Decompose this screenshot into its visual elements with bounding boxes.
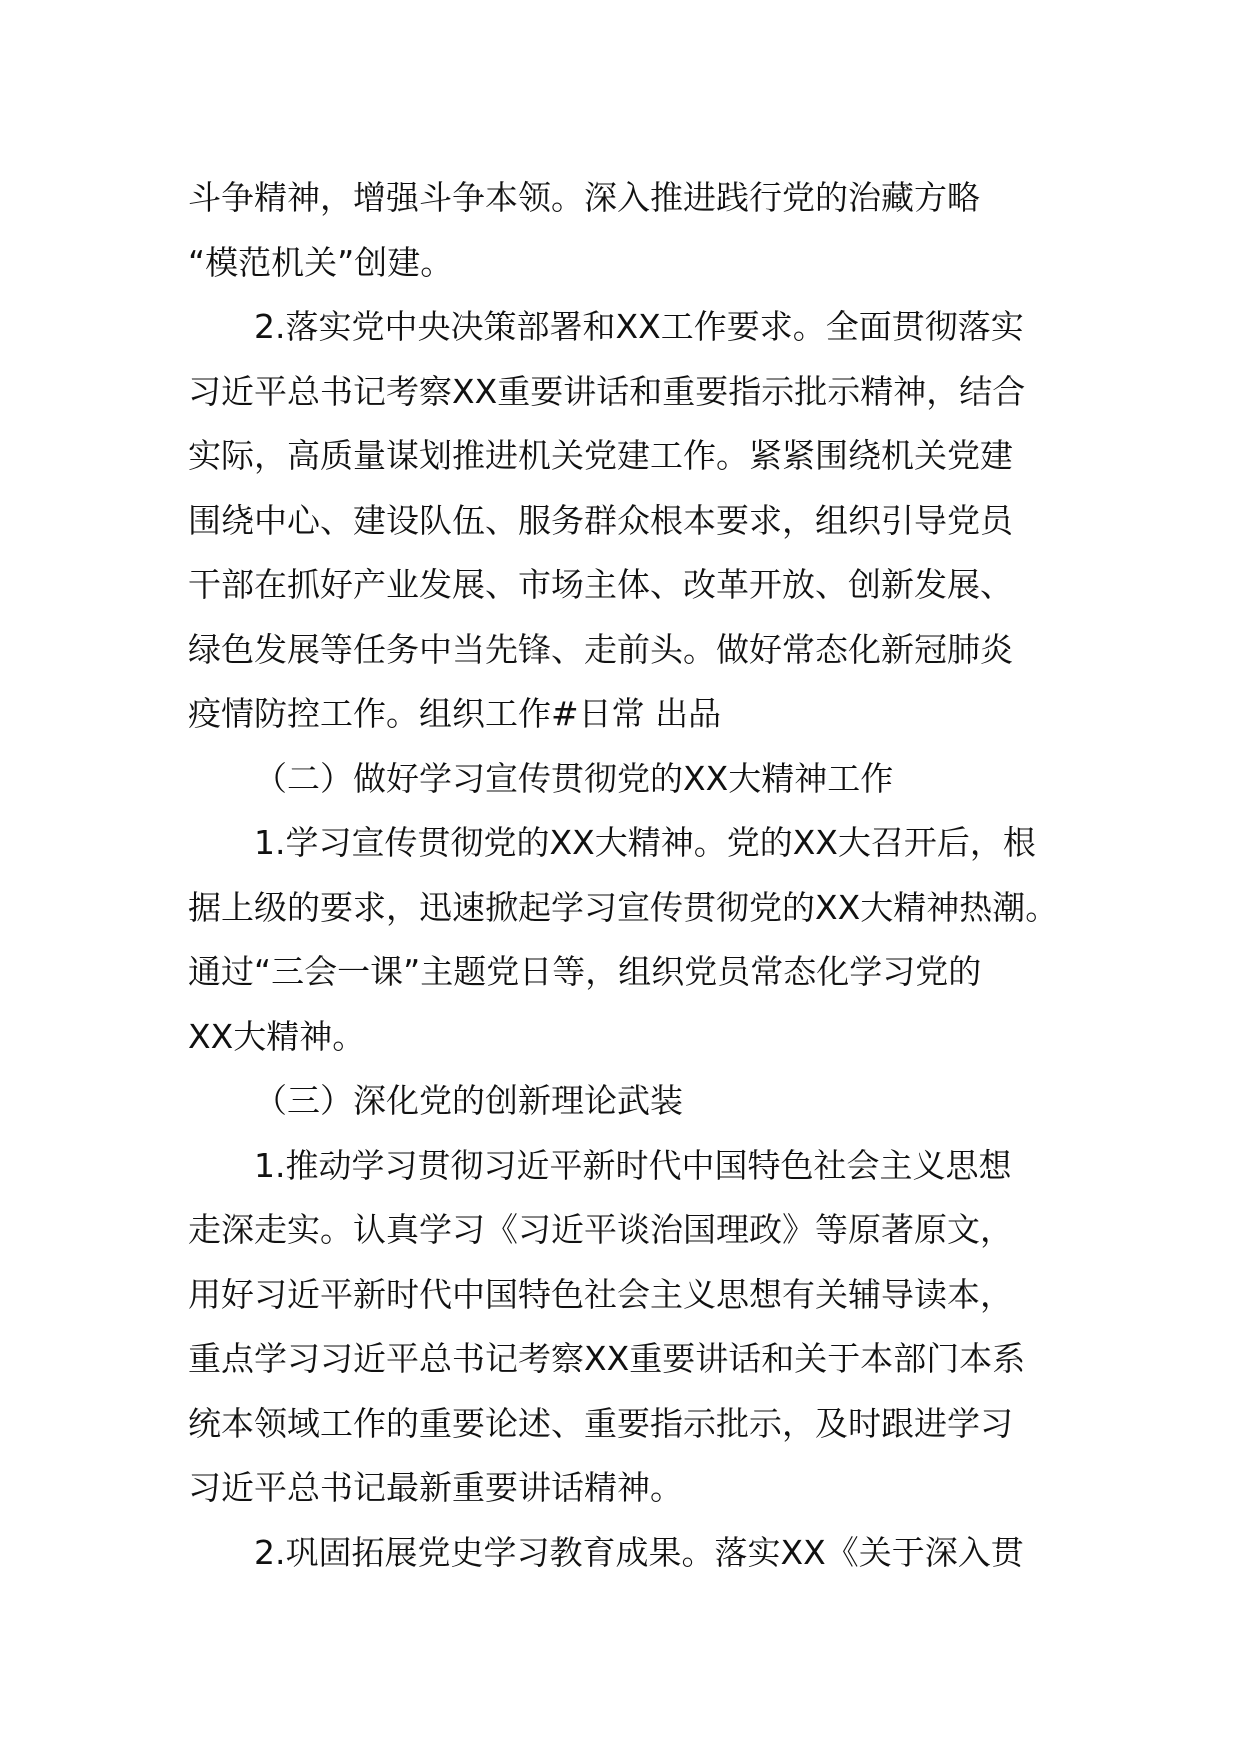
heading-line: （三）深化党的创新理论武装 (254, 1081, 683, 1120)
paragraph-party-history (188, 1521, 1058, 1586)
text-line: 2.巩固拓展党史学习教育成果。落实XX《关于深入贯 (254, 1532, 1024, 1572)
text-line: 围绕中心、建设队伍、服务群众根本要求，组织引导党员 (188, 500, 1013, 540)
text-line: 干部在抓好产业发展、市场主体、改革开放、创新发展、 (188, 565, 1013, 604)
text-line: 实际，高质量谋划推进机关党建工作。紧紧围绕机关党建 (188, 436, 1013, 475)
text-line: 统本领域工作的重要论述、重要指示批示，及时跟进学习 (188, 1403, 1013, 1443)
text-line: 用好习近平新时代中国特色社会主义思想有关辅导读本， (188, 1274, 1013, 1314)
section-heading-3 (188, 1069, 1058, 1134)
paragraph-theory-study (188, 1134, 1058, 1521)
text-line: XX大精神。 (188, 1016, 366, 1056)
section-heading-2 (188, 747, 1058, 812)
paragraph-study-congress (188, 811, 1058, 1069)
text-line: 斗争精神，增强斗争本领。深入推进践行党的治藏方略 (188, 178, 980, 217)
text-line: 疫情防控工作。组织工作#日常 出品 (188, 694, 722, 733)
text-line: 习近平总书记最新重要讲话精神。 (188, 1468, 683, 1507)
text-line: “模范机关”创建。 (188, 242, 454, 282)
text-line: 据上级的要求，迅速掀起学习宣传贯彻党的XX大精神热潮。 (188, 887, 1059, 927)
heading-line: （二）做好学习宣传贯彻党的XX大精神工作 (254, 758, 894, 798)
document-body (188, 166, 1058, 1585)
text-line: 1.推动学习贯彻习近平新时代中国特色社会主义思想 (254, 1145, 1012, 1185)
text-line: 走深走实。认真学习《习近平谈治国理政》等原著原文， (188, 1210, 1013, 1249)
text-line: 绿色发展等任务中当先锋、走前头。做好常态化新冠肺炎 (188, 629, 1013, 669)
text-line: 重点学习习近平总书记考察XX重要讲话和关于本部门本系 (188, 1339, 1026, 1378)
text-line: 通过“三会一课”主题党日等，组织党员常态化学习党的 (188, 952, 982, 991)
text-line: 1.学习宣传贯彻党的XX大精神。党的XX大召开后，根 (254, 823, 1036, 862)
text-line: 习近平总书记考察XX重要讲话和重要指示批示精神，结合 (188, 371, 1026, 411)
paragraph-continuation (188, 166, 1058, 295)
paragraph-implement-decisions (188, 295, 1058, 747)
text-line: 2.落实党中央决策部署和XX工作要求。全面贯彻落实 (254, 307, 1024, 346)
